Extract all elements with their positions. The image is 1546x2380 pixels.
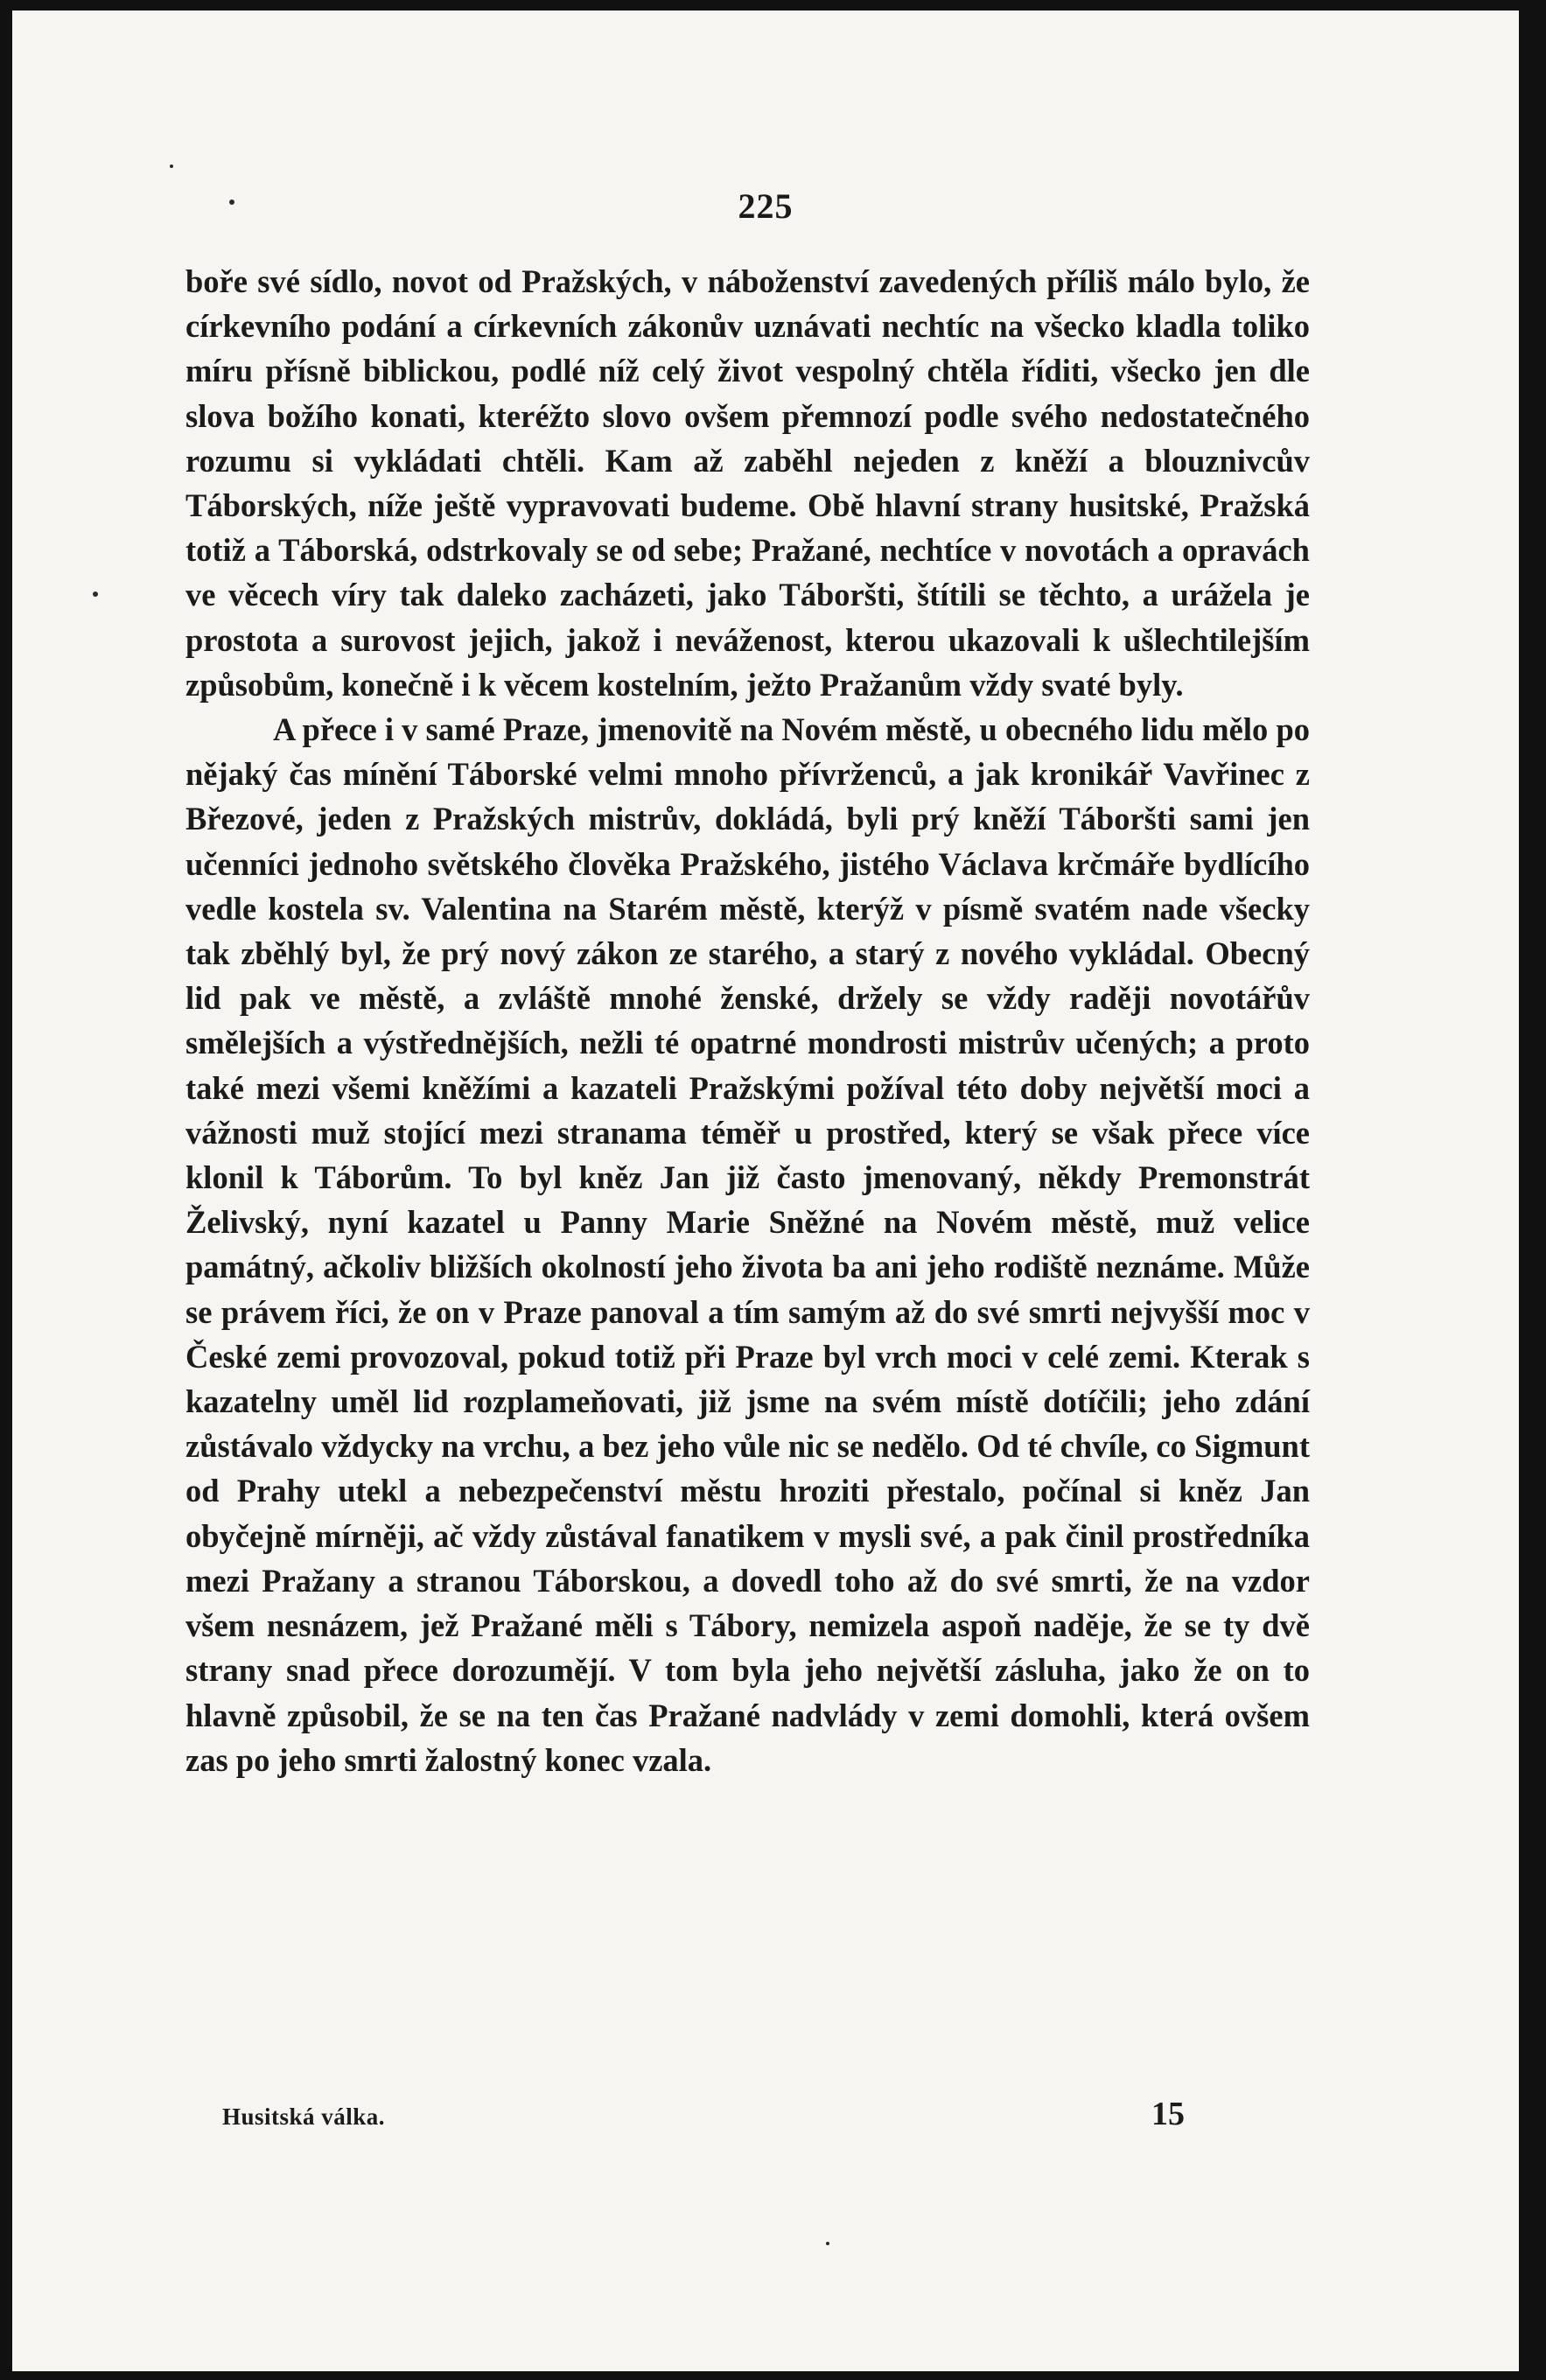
- signature-mark: 15: [1151, 2096, 1185, 2132]
- book-page: [12, 10, 1519, 2371]
- scan-speck: [229, 200, 234, 205]
- scan-speck: [170, 164, 173, 168]
- page-number: 225: [738, 186, 794, 226]
- scan-speck: [826, 2242, 829, 2245]
- running-footer-title: Husitská válka.: [222, 2104, 386, 2130]
- paragraph-2: A přece i v samé Praze, jmenovitě na Novém městě, u obecného lidu mělo po nějaký čas mínění Táborské velmi mnoho přívrženců, a jak kronikář Vavřinec z Březové, jeden z Pražských mistrův, dokládá, byli prý kněží Táboršti sami jen učenníci jednoho světského člověka Pražského, jistého Václava krčmáře bydlícího vedle kostela sv. Valentina na Starém městě, kterýž v písmě svatém nade všecky tak zběhlý byl, že prý nový zákon ze starého, a starý z nového vykládal. Obecný lid pak ve městě, a zvláště mnohé ženské, držely se vždy raději novotářův smělejších a výstřednějších, nežli té opatrné mondrosti mistrův učených; a proto také mezi všemi kněžími a kazateli Pražskými požíval této doby největší moci a vážnosti muž stojící mezi stranama téměř u prostřed, který se však přece více klonil k Táborům. To byl kněz Jan již často jmenovaný, někdy Premonstrát Želivský, nyní kazatel u Panny Marie Sněžné na Novém městě, muž velice památný, ačkoliv bližších okolností jeho života ba ani jeho rodiště neznáme. Může se právem říci, že on v Praze panoval a tím samým až do své smrti nejvyšší moc v České zemi provozoval, pokud totiž při Praze byl vrch moci v celé zemi. Kterak s kazatelny uměl lid rozplameňovati, již jsme na svém místě dotíčili; jeho zdání zůstávalo vždycky na vrchu, a bez jeho vůle nic se nedělo. Od té chvíle, co Sigmunt od Prahy utekl a nebezpečenství městu hroziti přestalo, počínal si kněz Jan obyčejně mírněji, ač vždy zůstával fanatikem v mysli své, a pak činil prostředníka mezi Pražany a stranou Táborskou, a dovedl toho až do své smrti, že na vzdor všem nesnázem, jež Pražané měli s Tábory, nemizela aspoň naděje, že se ty dvě strany snad přece dorozumějí. V tom byla jeho největší zásluha, jako že on to hlavně způsobil, že se na ten čas Pražané nadvlády v zemi domohli, která ovšem zas po jeho smrti žalostný konec vzala.: [185, 711, 1310, 1778]
- body-text: [185, 259, 1310, 1782]
- scan-speck: [93, 592, 98, 597]
- paragraph-1: boře své sídlo, novot od Pražských, v náboženství zavedených příliš málo bylo, že církevního podání a církevních zákonův uznávati nechtíc na všecko kladla toliko míru přísně biblickou, podlé níž celý život vespolný chtěla říditi, všecko jen dle slova božího konati, kteréžto slovo ovšem přemnozí podle svého nedostatečného rozumu si vykládati chtěli. Kam až zaběhl nejeden z kněží a blouznivcův Táborských, níže ještě vypravovati budeme. Obě hlavní strany husitské, Pražská totiž a Táborská, odstrkovaly se od sebe; Pražané, nechtíce v novotách a opravách ve věcech víry tak daleko zacházeti, jako Táboršti, štítili se těchto, a urážela je prostota a surovost jejich, jakož i neváženost, kterou ukazovali k ušlechtilejším způsobům, konečně i k věcem kostelním, ježto Pražanům vždy svaté byly.: [185, 263, 1310, 703]
